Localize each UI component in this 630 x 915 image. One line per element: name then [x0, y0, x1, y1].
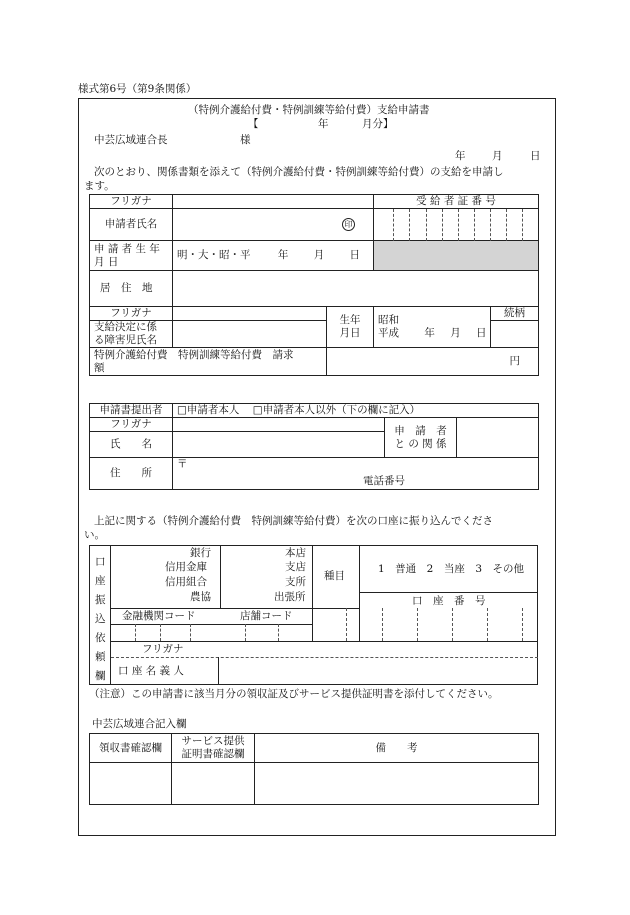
service-line2: 証明書確認欄 — [181, 748, 245, 760]
applicant-furigana-label: フリガナ — [90, 195, 173, 209]
applicant-furigana-field[interactable] — [173, 195, 374, 209]
birth-day: 日 — [349, 249, 361, 261]
submitter-name-field[interactable] — [173, 432, 385, 458]
child-birth-field[interactable] — [374, 307, 491, 348]
addressee-honorific: 様 — [240, 134, 251, 146]
child-birth-line2: 月日 — [339, 327, 361, 339]
submitter-address-field[interactable] — [173, 458, 539, 490]
inst-kumiai: 信用組合 — [165, 576, 207, 588]
cert-number-label: 受 給 者 証 番 号 — [374, 195, 539, 209]
birth-eras: 明・大・昭・平 — [177, 249, 251, 261]
branch-shiten: 支店 — [285, 561, 306, 573]
yen-unit: 円 — [509, 355, 521, 367]
side-char-2: 座 — [95, 575, 106, 587]
checkbox-other[interactable]: □申請者本人以外（下の欄に記入） — [252, 404, 421, 416]
remarks-label: 備 考 — [255, 734, 539, 763]
office-table — [89, 733, 539, 805]
addressee-name: 中芸広域連合長 — [94, 134, 168, 146]
applicant-birth-label — [90, 241, 173, 271]
child-label-line1: 支給決定に係 — [94, 321, 157, 333]
rel-line2: と の 関 係 — [394, 437, 447, 450]
child-furigana-label: フリガナ — [90, 307, 173, 321]
checkbox-self[interactable]: □申請者本人 — [177, 404, 240, 416]
period-open: 【 — [248, 118, 259, 130]
receipt-check-field[interactable] — [90, 763, 172, 805]
account-number-label: 口 座 番 号 — [412, 595, 486, 607]
side-char-7: 欄 — [95, 670, 106, 682]
child-birth-line1: 生年 — [339, 314, 361, 326]
seal-mark: 印 — [342, 218, 355, 231]
submitter-options — [173, 404, 539, 418]
branch-shisho: 支所 — [285, 576, 306, 588]
birth-month: 月 — [313, 249, 325, 261]
inst-shinkin: 信用金庫 — [165, 561, 207, 573]
office-heading: 中芸広域連合記入欄 — [92, 718, 187, 730]
form-number: 様式第6号（第9条関係） — [78, 83, 197, 95]
child-month: 月 — [450, 327, 461, 339]
period-month: 月分】 — [362, 118, 394, 130]
child-era-heisei-row — [374, 327, 490, 340]
branch-office: 出張所 — [274, 591, 306, 603]
date-day: 日 — [530, 150, 541, 162]
account-type-label: 種目 — [324, 570, 345, 582]
inst-nokyo: 農協 — [190, 591, 211, 603]
date-year: 年 — [455, 150, 466, 162]
applicant-name-field[interactable] — [173, 209, 374, 241]
applicant-table — [89, 194, 539, 376]
branch-main: 本店 — [285, 547, 306, 559]
applicant-birth-field[interactable] — [173, 241, 374, 271]
side-char-3: 振 — [95, 594, 106, 606]
side-char-6: 頼 — [95, 651, 106, 663]
holder-furigana-label: フリガナ — [142, 643, 184, 655]
child-furigana-field[interactable] — [173, 307, 327, 321]
relation-to-applicant-label — [385, 418, 457, 458]
claim-amount-field[interactable] — [327, 348, 539, 376]
submitter-furigana-field[interactable] — [173, 418, 385, 432]
side-char-4: 込 — [95, 613, 106, 625]
service-check-field[interactable] — [172, 763, 255, 805]
cert-number-field[interactable] — [374, 209, 539, 241]
residence-field[interactable] — [173, 271, 539, 307]
holder-label: 口 座 名 義 人 — [118, 665, 184, 677]
account-types: 1 普通 2 当座 3 その他 — [378, 563, 525, 575]
bank-intro: 上記に関する（特例介護給付費 特例訓練等給付費）を次の口座に振り込んでくださ — [94, 515, 493, 527]
period-year: 年 — [318, 118, 329, 130]
submitter-furigana-label: フリガナ — [90, 418, 173, 432]
intro-text: 次のとおり、関係書類を添えて（特例介護給付費・特例訓練等給付費）の支給を申請し — [94, 166, 504, 178]
relation-label: 続柄 — [491, 307, 539, 321]
child-day: 日 — [476, 327, 487, 339]
inst-code-label: 金融機関コード — [122, 610, 196, 622]
applicant-name-label: 申請者氏名 — [90, 209, 173, 241]
inst-bank: 銀行 — [190, 547, 211, 559]
claim-label-line2: 額 — [94, 361, 105, 374]
relation-field[interactable] — [491, 321, 539, 348]
submitter-label: 申請書提出者 — [90, 404, 173, 418]
rel-line1: 申 請 者 — [394, 424, 447, 437]
receipt-check-label: 領収書確認欄 — [90, 734, 172, 763]
child-birth-label — [327, 307, 374, 348]
service-check-label — [172, 734, 255, 763]
branch-code-label: 店舗コード — [240, 610, 293, 622]
birth-label-line1: 申 請 者 生 年 — [94, 242, 160, 255]
child-era-showa: 昭和 — [378, 314, 399, 326]
attachment-note: （注意）この申請書に該当月分の領収証及びサービス提供証明書を添付してください。 — [89, 688, 499, 700]
birth-label-line2: 月 日 — [94, 255, 119, 268]
child-name-label — [90, 321, 173, 348]
birth-year: 年 — [277, 249, 289, 261]
postal-mark: 〒 — [177, 458, 188, 470]
claim-label-line1: 特例介護給付費 特例訓練等給付費 請求 — [94, 348, 294, 361]
holder-field[interactable] — [219, 658, 537, 684]
side-char-5: 依 — [95, 632, 106, 644]
claim-label — [90, 348, 327, 376]
side-char-1: 口 — [95, 556, 106, 568]
date-month: 月 — [492, 150, 503, 162]
child-label-line2: る障害児氏名 — [94, 334, 157, 346]
phone-label: 電話番号 — [363, 475, 405, 487]
service-line1: サービス提供 — [181, 735, 245, 747]
submitter-table — [89, 403, 539, 490]
residence-label: 居 住 地 — [90, 271, 173, 307]
relation-to-applicant-field[interactable] — [457, 418, 539, 458]
child-year: 年 — [424, 327, 435, 339]
form-title: （特例介護給付費・特例訓練等給付費）支給申請書 — [188, 104, 430, 116]
bank-intro-cont: い。 — [84, 529, 105, 541]
child-era-heisei: 平成 — [378, 327, 399, 339]
intro-text-cont: ます。 — [84, 180, 115, 192]
gray-block — [374, 241, 539, 271]
submitter-address-label: 住 所 — [90, 458, 173, 490]
submitter-name-label: 氏 名 — [90, 432, 173, 458]
child-name-field[interactable] — [173, 321, 327, 348]
remarks-field[interactable] — [255, 763, 539, 805]
